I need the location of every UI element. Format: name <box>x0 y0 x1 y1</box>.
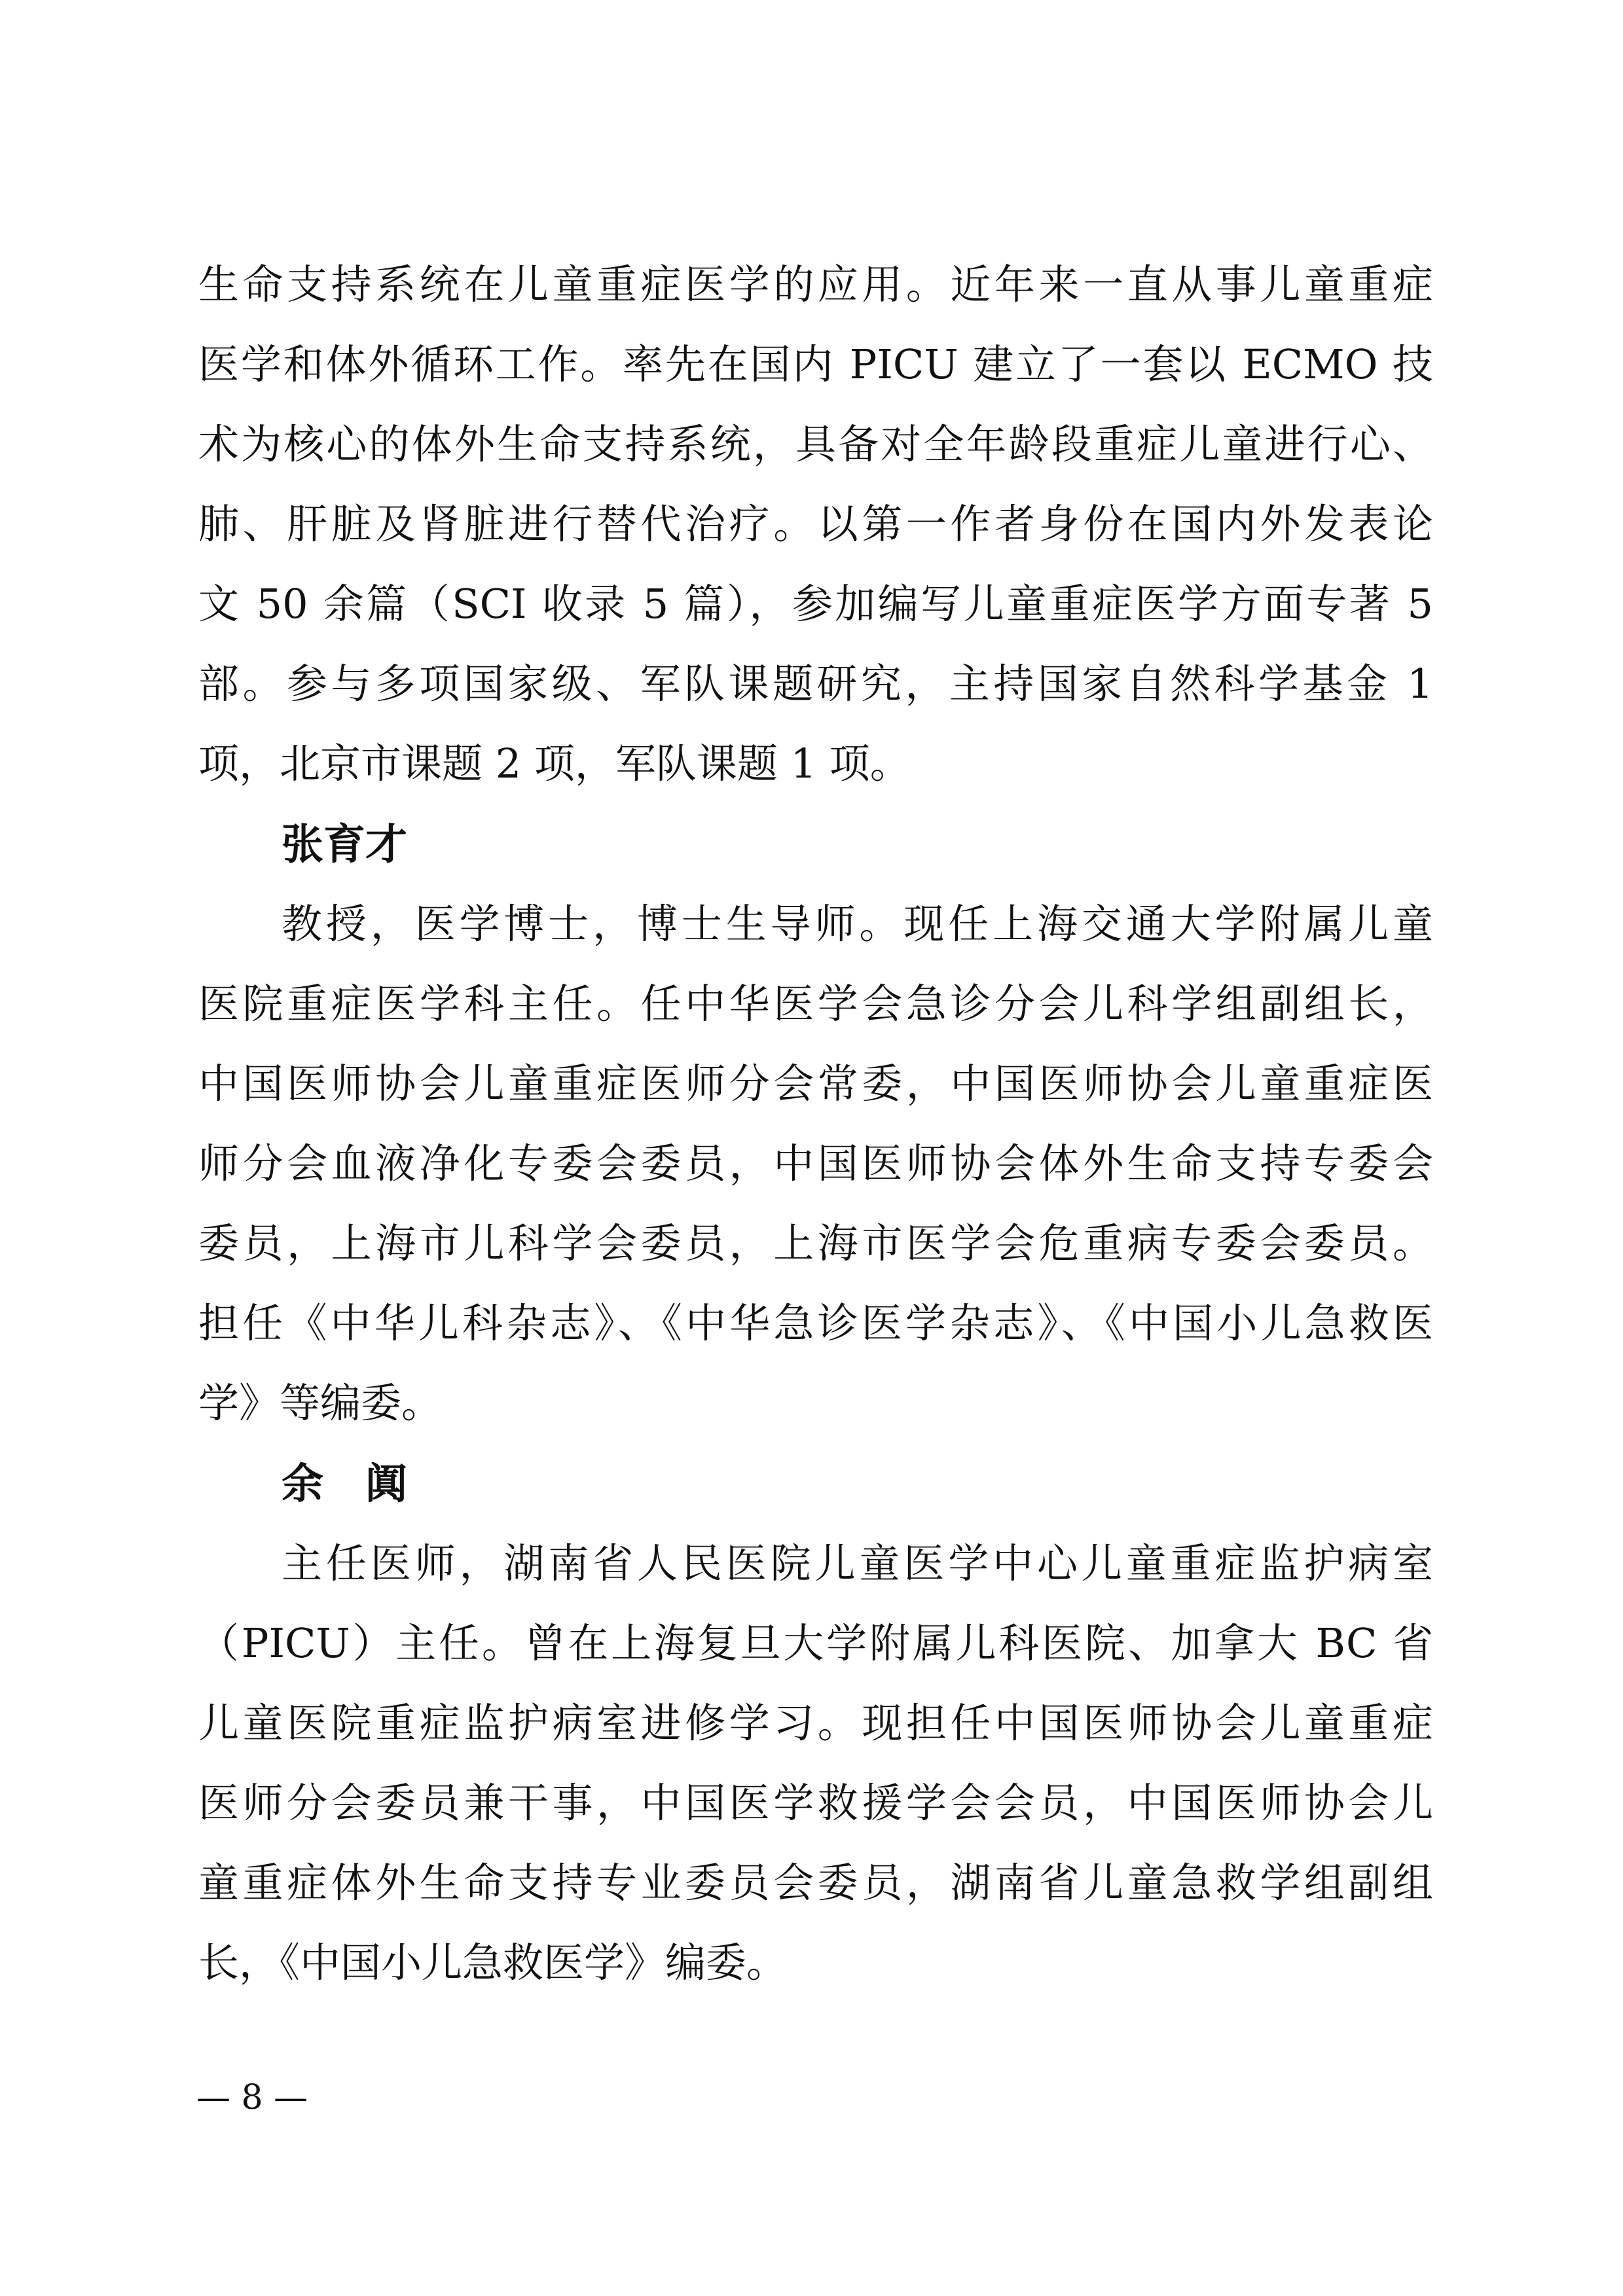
text-line: 师分会血液净化专委会委员，中国医师协会体外生命支持专委会 <box>198 1139 1433 1187</box>
section-heading-zhang: 张育才 <box>282 821 407 869</box>
text-line: 童重症体外生命支持专业委员会委员，湖南省儿童急救学组副组 <box>198 1859 1433 1907</box>
text-line: 术为核心的体外生命支持系统，具备对全年龄段重症儿童进行心、 <box>198 420 1433 468</box>
text-line: 主任医师，湖南省人民医院儿童医学中心儿童重症监护病室 <box>282 1539 1433 1587</box>
text-line: 医院重症医学科主任。任中华医学会急诊分会儿科学组副组长， <box>198 980 1433 1028</box>
text-line: 教授，医学博士，博士生导师。现任上海交通大学附属儿童 <box>282 900 1433 948</box>
text-line: 中国医师协会儿童重症医师分会常委，中国医师协会儿童重症医 <box>198 1060 1433 1107</box>
text-line: 部。参与多项国家级、军队课题研究，主持国家自然科学基金 1 <box>198 660 1433 708</box>
page-number: — 8 — <box>196 2078 308 2117</box>
text-line: 长，《中国小儿急救医学》编委。 <box>198 1939 788 1986</box>
text-line: 生命支持系统在儿童重症医学的应用。近年来一直从事儿童重症 <box>198 260 1433 308</box>
text-line: 学》等编委。 <box>198 1379 443 1427</box>
text-line: 担任《中华儿科杂志》、《中华急诊医学杂志》、《中国小儿急救医 <box>198 1299 1433 1347</box>
text-line: 委员，上海市儿科学会委员，上海市医学会危重病专委会委员。 <box>198 1219 1433 1267</box>
text-line: 项，北京市课题 2 项，军队课题 1 项。 <box>198 740 911 787</box>
text-line: 儿童医院重症监护病室进修学习。现担任中国医师协会儿童重症 <box>198 1699 1433 1747</box>
section-heading-yu: 余 阗 <box>282 1460 407 1509</box>
text-line: 文 50 余篇（SCI 收录 5 篇），参加编写儿童重症医学方面专著 5 <box>198 580 1433 628</box>
text-line: 医学和体外循环工作。率先在国内 PICU 建立了一套以 ECMO 技 <box>198 340 1433 388</box>
text-line: 医师分会委员兼干事，中国医学救援学会会员，中国医师协会儿 <box>198 1779 1433 1827</box>
text-line: （PICU）主任。曾在上海复旦大学附属儿科医院、加拿大 BC 省 <box>198 1619 1433 1667</box>
text-line: 肺、肝脏及肾脏进行替代治疗。以第一作者身份在国内外发表论 <box>198 500 1433 548</box>
